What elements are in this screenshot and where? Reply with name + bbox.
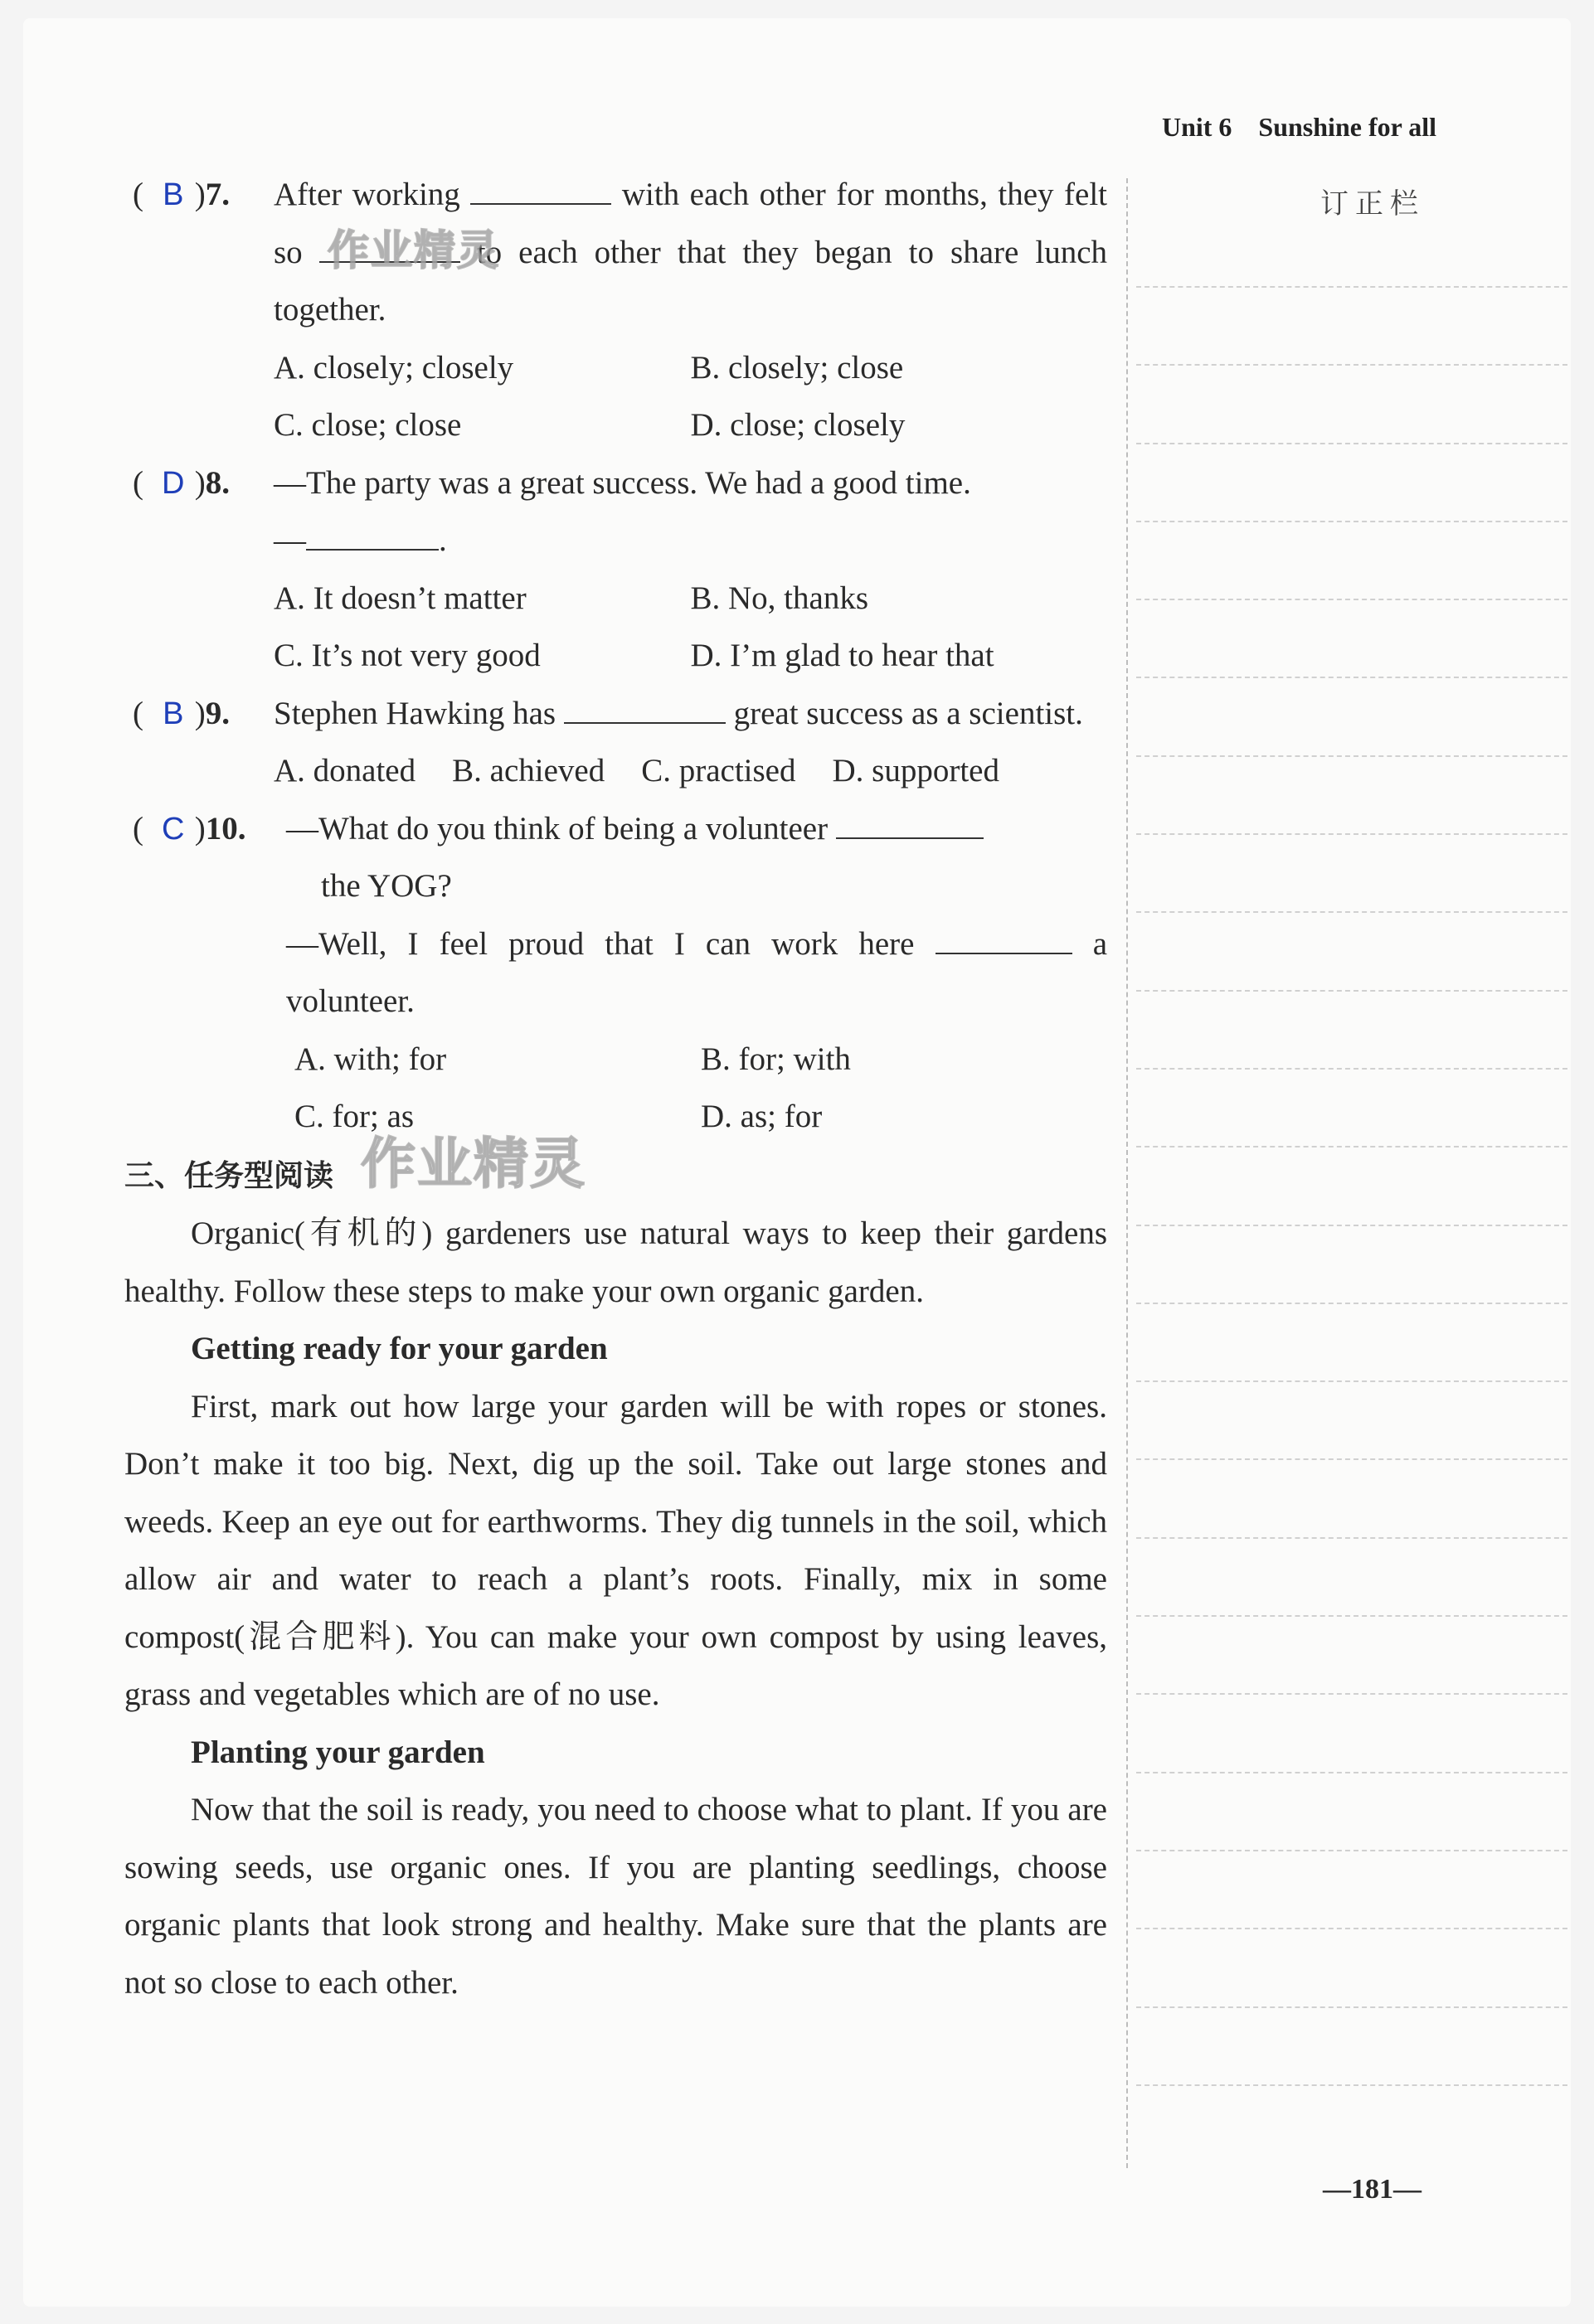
reading-paragraph-2: Now that the soil is ready, you need to choose what to plant. If you are sowing seeds, use organic ones. If you are planting seedlings, choose organic plants that look strong and healthy. Make sure that the plants are not so close to each other. xyxy=(124,1792,1107,2001)
question-7 xyxy=(124,166,1107,454)
answer-blank xyxy=(564,697,726,724)
stem-text: —Well, I feel proud that I can work here xyxy=(286,925,915,962)
option-a: A. with; for xyxy=(294,1041,447,1077)
options xyxy=(274,742,1107,800)
stem-text: great success as a scientist. xyxy=(733,695,1083,731)
correction-ruled-line xyxy=(1136,2084,1567,2086)
option-c: C. practised xyxy=(641,753,796,788)
option-d: D. as; for xyxy=(701,1099,823,1134)
answer-letter: B xyxy=(163,177,184,212)
question-number: 7. xyxy=(205,177,230,212)
options xyxy=(274,570,1107,685)
correction-ruled-line xyxy=(1136,521,1567,522)
question-stem xyxy=(286,800,1107,858)
correction-ruled-line xyxy=(1136,2006,1567,2008)
question-stem xyxy=(274,454,1107,570)
question-number: 8. xyxy=(205,464,230,501)
correction-ruled-line xyxy=(1136,599,1567,600)
subheading-planting: Planting your garden xyxy=(191,1734,485,1770)
option-b: B. for; with xyxy=(701,1041,851,1077)
stem-text: with each other for months, they felt so xyxy=(274,177,1107,270)
question-stem xyxy=(286,915,1107,1031)
answer-bracket: ( C )10. xyxy=(133,800,246,859)
answer-bracket: ( B )7. xyxy=(133,166,230,225)
answer-letter: C xyxy=(162,811,185,847)
correction-ruled-line xyxy=(1136,1615,1567,1617)
question-8 xyxy=(124,454,1107,685)
option-b: B. closely; close xyxy=(690,349,904,386)
option-c: C. It’s not very good xyxy=(274,638,541,673)
question-number: 10. xyxy=(205,810,246,847)
correction-ruled-line xyxy=(1136,1068,1567,1070)
page-header xyxy=(1162,112,1436,143)
option-c: C. close; close xyxy=(274,407,462,443)
correction-ruled-line xyxy=(1136,1458,1567,1460)
correction-ruled-line xyxy=(1136,1772,1567,1773)
answer-blank xyxy=(470,178,611,205)
question-number: 9. xyxy=(205,695,230,731)
correction-ruled-line xyxy=(1136,833,1567,835)
correction-ruled-line xyxy=(1136,990,1567,992)
unit-title: Sunshine for all xyxy=(1258,112,1436,142)
stem-text: After working xyxy=(274,177,460,212)
stem-text: the YOG? xyxy=(321,868,452,904)
option-a: A. donated xyxy=(274,753,416,788)
correction-ruled-line xyxy=(1136,1850,1567,1851)
correction-ruled-line xyxy=(1136,1146,1567,1147)
stem-text: a volunteer. xyxy=(286,925,1108,1019)
answer-letter: D xyxy=(162,465,185,501)
stem-text: . xyxy=(439,522,447,558)
correction-ruled-line xyxy=(1136,1928,1567,1929)
stem-text: —The party was a great success. We had a good time. xyxy=(274,464,971,501)
page-number: —181— xyxy=(1323,2174,1421,2205)
option-d: D. supported xyxy=(832,753,999,788)
correction-ruled-line xyxy=(1136,755,1567,757)
correction-ruled-line xyxy=(1136,364,1567,366)
option-d: D. I’m glad to hear that xyxy=(690,638,994,673)
main-content xyxy=(124,166,1107,2011)
option-c: C. for; as xyxy=(294,1099,415,1134)
correction-ruled-line xyxy=(1136,1380,1567,1382)
correction-ruled-line xyxy=(1136,286,1567,288)
watermark: 作业精灵 xyxy=(361,1132,586,1196)
watermark: 作业精灵 xyxy=(328,226,500,274)
answer-blank xyxy=(306,524,439,551)
option-a: A. closely; closely xyxy=(274,349,514,386)
answer-letter: B xyxy=(163,696,184,731)
correction-column-label: 订正栏 xyxy=(1320,187,1425,221)
options xyxy=(274,339,1107,454)
correction-ruled-line xyxy=(1136,1537,1567,1539)
subheading-getting-ready: Getting ready for your garden xyxy=(191,1331,608,1366)
stem-text: Stephen Hawking has xyxy=(274,695,556,731)
answer-blank xyxy=(936,928,1072,954)
correction-ruled-line xyxy=(1136,677,1567,678)
correction-ruled-line xyxy=(1136,443,1567,444)
section-title: 三、任务型阅读 xyxy=(124,1158,334,1193)
unit-label: Unit 6 xyxy=(1161,112,1232,142)
question-stem xyxy=(274,685,1107,743)
correction-ruled-line xyxy=(1136,911,1567,913)
reading-paragraph-1: First, mark out how large your garden will be with ropes or stones. Don’t make it too big. Next, dig up the soil. Take out large stones and weeds. Keep an eye out for earthworms. They dig tunnels in the soil, which allow air and water to reach a plant’s roots. Finally, mix in some compost(混合肥料). You can make your own compost by using leaves, grass and vegetables which are of no use. xyxy=(124,1388,1107,1712)
stem-text: — xyxy=(274,522,306,558)
correction-ruled-line xyxy=(1136,1303,1567,1304)
correction-ruled-line xyxy=(1136,1693,1567,1695)
reading-intro: Organic(有机的) gardeners use natural ways to keep their gardens healthy. Follow these steps to make your own organic garden. xyxy=(124,1215,1107,1309)
option-a: A. It doesn’t matter xyxy=(274,580,527,616)
question-9 xyxy=(124,685,1107,800)
option-d: D. close; closely xyxy=(690,407,906,443)
answer-blank xyxy=(836,813,984,839)
answer-bracket: ( D )8. xyxy=(133,454,230,513)
stem-text: to each other that they began to share lunch together. xyxy=(274,234,1108,327)
option-b: B. No, thanks xyxy=(690,580,868,616)
stem-text: —What do you think of being a volunteer xyxy=(286,810,829,847)
correction-ruled-line xyxy=(1136,1225,1567,1226)
answer-bracket: ( B )9. xyxy=(133,685,230,744)
question-10 xyxy=(124,800,1107,1146)
option-b: B. achieved xyxy=(452,753,605,788)
correction-column-divider xyxy=(1126,178,1128,2168)
